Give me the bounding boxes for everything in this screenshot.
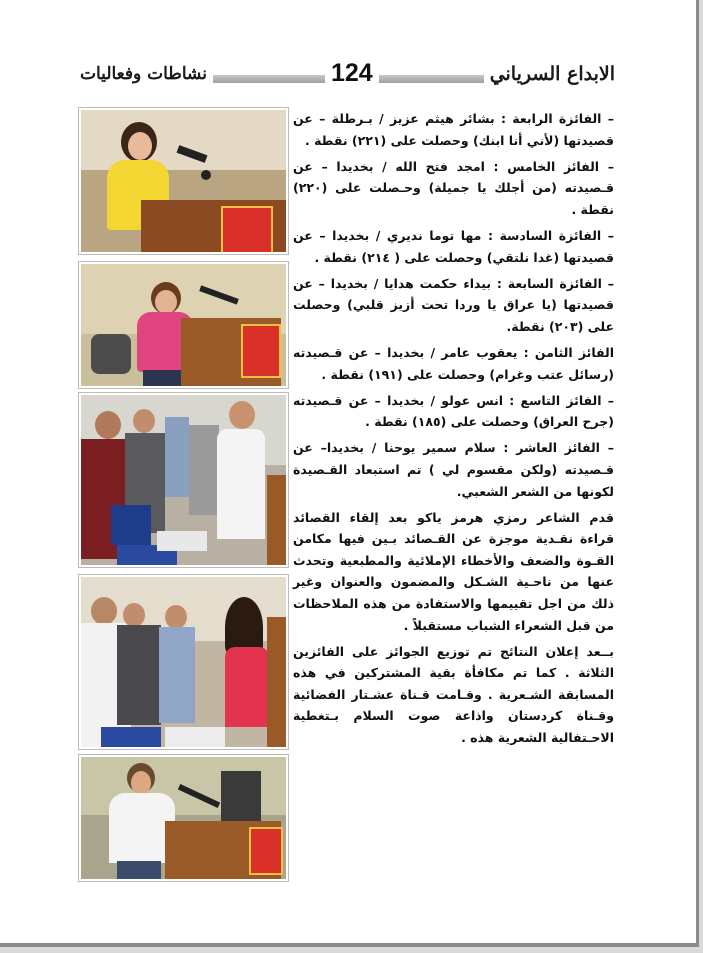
photo-speaker-pink: [79, 262, 288, 388]
paragraph-winner-9: – الفائز التاسع : انس عولو / بخديدا – عن قـصيدته (جرح العراق) وحصلت على (١٨٥) نقطة .: [293, 392, 614, 430]
paragraph-critique: قدم الشاعر رمزي هرمز ياكو بعد إلقاء القصائد قراءة نقـدية موجزة عن القـصائد بـين فيها مكامن القـوة والضعف والأخطاء الإملائية والمطبعية وتحدث عنها من ناحـية الشـكل والمضمون والعنوان وغير ذلك من اجل تقييمها والاستفادة من هذه الملاحظات من قبل الشعراء الشباب مستقبلاً .: [293, 509, 614, 633]
paragraph-winner-7: – الفائزة السابعة : بيداء حكمت هدايا / بخديدا – عن قصيدتها (يا عراق يا وردا تحت أزيز قلبي) وحصلت على (٢٠٣) نقطة.: [293, 275, 614, 334]
article-text: [293, 108, 614, 753]
page-number: 124: [325, 58, 379, 88]
paragraph-winner-10: – الفائز العاشر : سلام سمير يوحنا / بخديدا– عن قـصيدته (ولكن مقسوم لي ) تم استبعاد القـصيدة لكونها من الشعر الشعبي.: [293, 440, 614, 499]
paragraph-winner-5: – الفائز الخامس : امجد فتح الله / بخديدا – عن قـصيدته (من أجلك يا جميلة) وحـصلت على (٢٢٠) نقطة .: [293, 158, 614, 217]
paragraph-winner-6: – الفائزة السادسة : مها توما نديري / بخديدا – عن قصيدتها (غدا نلتقي) وحصلت على ( ٢١٤) نقطة .: [293, 227, 614, 265]
photo-award-man: [79, 393, 288, 567]
photo-speaker-man: [79, 755, 288, 881]
page-header: [80, 59, 615, 88]
paragraph-awards: بــعد إعلان النتائج تم توزيع الجوائز على الفائزين الثلاثة . كما تم مكافأة بقية المشتركين في هذه المسابقة الشـعرية . وقـامت قـناة عشـتار الفضائية وقـناة كردستان واذاعة صوت السلام بـتغطية الاحـتفالية الشعرية هذه .: [293, 643, 614, 746]
paragraph-winner-8: الفائز الثامن : يعقوب عامر / بخديدا – عن قـصيدته (رسائل عتب وغرام) وحصلت على (١٩١) نقطة .: [293, 344, 614, 382]
section-title: نشاطات وفعاليات: [80, 62, 213, 86]
photo-speaker-yellow: [79, 108, 288, 254]
magazine-title: الابداع السرياني: [484, 62, 615, 86]
photo-award-woman: [79, 575, 288, 749]
paragraph-winner-4: – الفائزة الرابعة : بشائر هيثم عزيز / بـرطلة – عن قصيدتها (لأني أنا ابنك) وحصلت على (٢٢١) نقطة .: [293, 111, 614, 148]
